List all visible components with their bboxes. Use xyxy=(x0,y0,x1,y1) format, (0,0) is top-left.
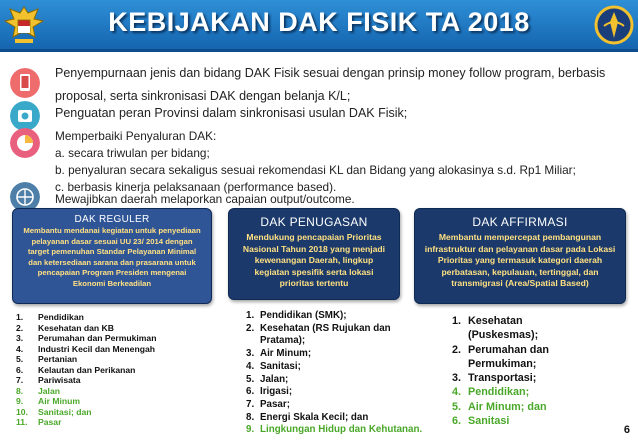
list-item-number: 1. xyxy=(16,312,24,322)
point-text-line: Mewajibkan daerah melaporkan capaian output/outcome. xyxy=(55,192,355,206)
list-item-label: Air Minum; dan xyxy=(468,400,547,413)
list-item-label: Jalan; xyxy=(260,373,289,385)
list-item-number: 5. xyxy=(246,373,255,385)
list-item xyxy=(452,328,549,342)
list-item xyxy=(452,371,549,385)
list-item-number: 7. xyxy=(246,398,255,410)
list-item xyxy=(246,335,422,348)
list-item-number: 8. xyxy=(16,385,24,396)
list-item-number: 2. xyxy=(246,322,255,334)
list-item xyxy=(246,374,422,387)
list-item-number: 4. xyxy=(16,343,24,354)
list-item-label: (Puskesmas); xyxy=(468,329,539,342)
list-item xyxy=(16,323,156,334)
list-item-label: Pratama); xyxy=(260,335,306,347)
list-item xyxy=(246,412,422,425)
list-item xyxy=(246,348,422,361)
dak-affirmasi-box xyxy=(414,208,626,304)
list-item xyxy=(16,312,156,323)
list-item-number: 6. xyxy=(452,415,462,428)
list-item-number: 6. xyxy=(246,386,255,398)
list-item-number: 9. xyxy=(246,424,255,436)
list-item-label: Sanitasi; dan xyxy=(38,406,92,417)
point-text-line: Memperbaiki Penyaluran DAK: xyxy=(55,129,217,143)
list-item-label: Kelautan dan Perikanan xyxy=(38,364,136,375)
tablet-icon xyxy=(10,68,40,98)
list-item xyxy=(246,399,422,412)
list-item-label: Permukiman; xyxy=(468,357,537,370)
list-item xyxy=(452,343,549,357)
point-text-line: proposal, serta sinkronisasi DAK dengan belanja K/L; xyxy=(55,89,351,103)
list-item-number: 5. xyxy=(452,400,462,413)
list-item-number: 11. xyxy=(16,417,28,427)
point-text-line: c. berbasis kinerja pelaksanaan (performance based). xyxy=(55,180,337,194)
list-item xyxy=(16,344,156,355)
box-title: DAK AFFIRMASI xyxy=(472,215,568,229)
point-text-line: Penguatan peran Provinsi dalam sinkronisasi usulan DAK Fisik; xyxy=(55,106,408,120)
list-item-label: Industri Kecil dan Menengah xyxy=(38,343,155,354)
gear-box-icon xyxy=(10,101,40,131)
list-item-number: 1. xyxy=(246,310,255,321)
affirmasi-field-list xyxy=(452,314,549,428)
list-item-number: 7. xyxy=(16,375,24,385)
list-item xyxy=(16,407,156,418)
list-item-number: 4. xyxy=(246,360,255,372)
list-item-label: Lingkungan Hidup dan Kehutanan. xyxy=(260,424,423,436)
list-item xyxy=(246,424,422,437)
list-item-label: Perumahan dan xyxy=(468,343,549,356)
list-item xyxy=(246,310,422,323)
list-item-number: 3. xyxy=(16,333,24,343)
list-item-label: Pasar xyxy=(38,417,62,427)
title-banner xyxy=(0,0,638,52)
list-item-number: 3. xyxy=(246,348,255,360)
list-item-label: Pendidikan xyxy=(38,312,84,322)
list-item xyxy=(16,365,156,376)
list-item-number: 4. xyxy=(452,386,462,399)
list-item xyxy=(16,417,156,428)
page-title: KEBIJAKAN DAK FISIK TA 2018 xyxy=(108,7,530,37)
list-item xyxy=(246,323,422,336)
box-description: Membantu mendanai kegiatan untuk penyediaan pelayanan dasar sesuai UU 23/ 2014 dengan target pemenuhan Standar Pelayanan Minimal dan ketersediaan sarana dan prasarana untuk pencapaian Program Presiden mengenai Ekonomi Berkeadilan xyxy=(23,226,201,288)
pie-chart-icon xyxy=(10,128,40,158)
list-item xyxy=(16,396,156,407)
list-item xyxy=(452,385,549,399)
list-item xyxy=(452,414,549,428)
list-item-number: 3. xyxy=(452,372,462,385)
page-number: 6 xyxy=(623,424,630,436)
penugasan-field-list xyxy=(246,310,422,437)
list-item-number: 5. xyxy=(16,354,24,364)
list-item xyxy=(16,333,156,344)
box-title: DAK PENUGASAN xyxy=(260,215,368,229)
list-item-number: 10. xyxy=(16,406,28,417)
list-item-number: 8. xyxy=(246,411,255,423)
list-item-label: Air Minum; xyxy=(260,348,312,360)
list-item-label: Air Minum xyxy=(38,396,81,406)
point-text-line: b. penyaluran secara sekaligus sesuai rekomendasi KL dan Bidang yang alokasinya s.d. Rp1 Miliar; xyxy=(55,163,576,177)
list-item-label: Sanitasi xyxy=(468,415,510,428)
list-item-label: Pendidikan (SMK); xyxy=(260,310,347,321)
point-text-line: Penyempurnaan jenis dan bidang DAK Fisik sesuai dengan prinsip money follow program, berbasis xyxy=(55,66,606,80)
list-item xyxy=(452,357,549,371)
list-item-label: Kesehatan xyxy=(468,315,523,327)
list-item-label: Kesehatan dan KB xyxy=(38,322,114,333)
dak-reguler-box xyxy=(12,208,212,304)
list-item-label: Jalan xyxy=(38,385,60,396)
list-item xyxy=(16,386,156,397)
list-item-label: Irigasi; xyxy=(260,386,293,398)
box-title: DAK REGULER xyxy=(74,214,150,225)
list-item-number: 6. xyxy=(16,364,24,375)
list-item-number: 2. xyxy=(452,343,462,356)
list-item xyxy=(16,375,156,386)
list-item xyxy=(16,354,156,365)
list-item xyxy=(452,314,549,328)
point-text-line: a. secara triwulan per bidang; xyxy=(55,146,210,160)
list-item xyxy=(452,400,549,414)
list-item xyxy=(246,361,422,374)
list-item-label: Pariwisata xyxy=(38,375,81,385)
list-item-label: Transportasi; xyxy=(468,372,537,385)
reguler-field-list xyxy=(16,312,156,428)
list-item-label: Energi Skala Kecil; dan xyxy=(260,411,369,423)
list-item-number: 1. xyxy=(452,315,462,327)
list-item-label: Pertanian xyxy=(38,354,78,364)
list-item-label: Sanitasi; xyxy=(260,360,301,372)
list-item-number: 9. xyxy=(16,396,24,406)
list-item-label: Pendidikan; xyxy=(468,386,530,399)
dak-penugasan-box xyxy=(228,208,400,300)
list-item-label: Kesehatan (RS Rujukan dan xyxy=(260,322,391,334)
box-description: Mendukung pencapaian Prioritas Nasional Tahun 2018 yang menjadi kewenangan Daerah, lingkup kegiatan spesifik serta lokasi prioritas tertentu xyxy=(242,232,386,289)
list-item-label: Perumahan dan Permukiman xyxy=(38,333,157,343)
ministry-emblem-icon xyxy=(594,4,634,46)
list-item-number: 2. xyxy=(16,322,24,333)
box-description: Membantu mempercepat pembangunan infrastruktur dan pelayanan dasar pada Lokasi Prioritas yang termasuk kategori daerah perbatasan, kepulauan, tertinggal, dan transmigrasi (Area/Spatial Based) xyxy=(424,232,616,289)
list-item-label: Pasar; xyxy=(260,398,290,410)
list-item xyxy=(246,386,422,399)
